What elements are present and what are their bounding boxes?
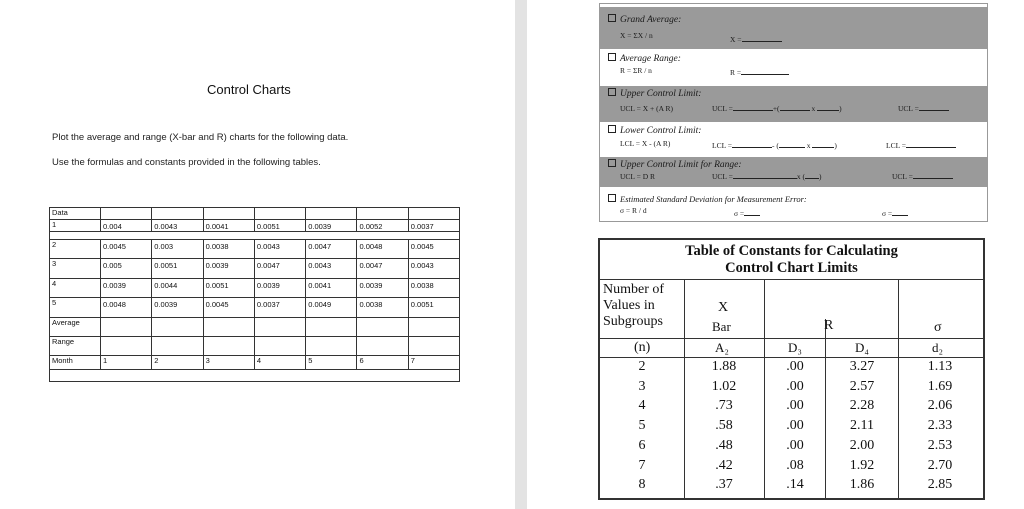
constants-n-cell: 7 bbox=[638, 457, 646, 473]
data-cell: 0.0047 bbox=[306, 240, 357, 259]
lcl-calc: LCL = - ( x ) bbox=[712, 141, 837, 150]
month-cell: 2 bbox=[152, 356, 203, 370]
subheader-d3: D₃ bbox=[788, 340, 802, 355]
constants-value-cell: 1.86 bbox=[849, 477, 875, 493]
data-cell: 0.0045 bbox=[203, 298, 254, 317]
month-cell: 1 bbox=[101, 356, 152, 370]
table-row bbox=[50, 278, 460, 297]
constants-value-cell: 1.02 bbox=[711, 378, 737, 394]
data-cell: 0.0038 bbox=[357, 298, 408, 317]
table-rule bbox=[600, 338, 983, 339]
constants-value-cell: 2.28 bbox=[849, 398, 875, 414]
ucl-range-formula: UCL = D R bbox=[620, 172, 655, 181]
col-header-subgroups: Number of Values in Subgroups bbox=[603, 282, 665, 329]
ucl-range-title: Upper Control Limit for Range: bbox=[608, 159, 742, 170]
data-cell: 0.0044 bbox=[152, 278, 203, 297]
month-cell: 5 bbox=[306, 356, 357, 370]
average-range-title: Average Range: bbox=[608, 53, 681, 64]
month-row bbox=[50, 356, 460, 370]
constants-value-cell: .00 bbox=[786, 398, 804, 414]
constants-value-cell: .00 bbox=[786, 437, 804, 453]
sigma-answer: σ = bbox=[882, 209, 908, 218]
constants-value-cell: .73 bbox=[715, 398, 733, 414]
col-header-r: R bbox=[824, 318, 834, 333]
data-cell: 0.004 bbox=[101, 220, 152, 232]
constants-value-cell: 3.27 bbox=[849, 359, 875, 374]
lcl-title: Lower Control Limit: bbox=[608, 125, 701, 136]
month-cell: 6 bbox=[357, 356, 408, 370]
data-cell: 0.0045 bbox=[101, 240, 152, 259]
ucl-answer: UCL = bbox=[898, 104, 949, 113]
page-title: Control Charts bbox=[207, 82, 291, 97]
subheader-d2: d₂ bbox=[932, 340, 944, 355]
grand-average-formula: X = ΣX / n bbox=[620, 31, 653, 40]
constants-value-cell: 1.92 bbox=[849, 457, 875, 473]
constants-value-cell: 1.69 bbox=[927, 378, 953, 394]
constants-n-cell: 5 bbox=[638, 418, 646, 434]
constants-value-cell: .42 bbox=[715, 457, 733, 473]
checkbox-icon bbox=[608, 53, 616, 61]
data-cell: 0.0037 bbox=[408, 220, 459, 232]
row-label: 5 bbox=[50, 298, 101, 317]
data-cell: 0.005 bbox=[101, 259, 152, 278]
range-label: Range bbox=[50, 336, 101, 355]
constants-n-cell: 4 bbox=[638, 398, 646, 414]
constants-table-title: Table of Constants for Calculating Control Chart Limits bbox=[685, 243, 898, 276]
data-cell: 0.0039 bbox=[357, 278, 408, 297]
data-cell: 0.0047 bbox=[357, 259, 408, 278]
data-cell: 0.0039 bbox=[152, 298, 203, 317]
checkbox-icon bbox=[608, 14, 616, 22]
row-label: 2 bbox=[50, 240, 101, 259]
subheader-a2: A₂ bbox=[715, 340, 729, 355]
table-row bbox=[50, 259, 460, 278]
constants-n-cell: 3 bbox=[638, 378, 646, 394]
data-cell: 0.0039 bbox=[306, 220, 357, 232]
formula-sheet bbox=[599, 3, 988, 222]
constants-value-cell: .37 bbox=[715, 477, 733, 493]
data-cell: 0.0037 bbox=[254, 298, 305, 317]
ucl-calc: UCL = +( x ) bbox=[712, 104, 842, 113]
constants-value-cell: 1.88 bbox=[711, 359, 737, 374]
constants-value-cell: .14 bbox=[786, 477, 804, 493]
row-label: 3 bbox=[50, 259, 101, 278]
average-label: Average bbox=[50, 317, 101, 336]
ucl-range-answer: UCL = bbox=[892, 172, 953, 181]
instruction-1: Plot the average and range (X-bar and R) charts for the following data. bbox=[52, 132, 349, 143]
subheader-n: (n) bbox=[634, 340, 651, 355]
constants-value-cell: .08 bbox=[786, 457, 804, 473]
range-row bbox=[50, 336, 460, 355]
checkbox-icon bbox=[608, 194, 616, 202]
data-table bbox=[49, 207, 460, 382]
table-rule bbox=[825, 319, 826, 498]
data-header-label: Data bbox=[50, 208, 101, 220]
col-header-xbar: X bbox=[718, 300, 729, 315]
data-cell: 0.0041 bbox=[203, 220, 254, 232]
ucl-range-calc: UCL = x ( ) bbox=[712, 172, 822, 181]
data-cell: 0.0039 bbox=[254, 278, 305, 297]
grand-average-title: Grand Average: bbox=[608, 14, 681, 25]
constants-n-cell: 6 bbox=[638, 437, 646, 453]
constants-n-cell: 2 bbox=[638, 359, 646, 374]
data-cell: 0.0045 bbox=[408, 240, 459, 259]
data-cell: 0.0051 bbox=[408, 298, 459, 317]
constants-value-cell: 2.57 bbox=[849, 378, 875, 394]
constants-value-cell: .58 bbox=[715, 418, 733, 434]
data-cell: 0.0038 bbox=[408, 278, 459, 297]
month-cell: 7 bbox=[408, 356, 459, 370]
ucl-title: Upper Control Limit: bbox=[608, 88, 701, 99]
table-row bbox=[50, 220, 460, 232]
month-cell: 3 bbox=[203, 356, 254, 370]
data-cell: 0.0039 bbox=[101, 278, 152, 297]
table-row bbox=[50, 298, 460, 317]
col-header-bar: Bar bbox=[712, 319, 731, 334]
constants-n-cell: 8 bbox=[638, 477, 646, 493]
data-cell: 0.0052 bbox=[357, 220, 408, 232]
constants-value-cell: 2.00 bbox=[849, 437, 875, 453]
col-header-sigma: σ bbox=[934, 320, 942, 335]
data-cell: 0.0038 bbox=[203, 240, 254, 259]
constants-value-cell: 2.33 bbox=[927, 418, 953, 434]
data-cell: 0.0043 bbox=[408, 259, 459, 278]
table-row bbox=[50, 240, 460, 259]
table-header-row bbox=[50, 208, 460, 220]
row-label: 1 bbox=[50, 220, 101, 232]
table-rule bbox=[600, 357, 983, 358]
grand-average-answer: X = bbox=[730, 35, 782, 44]
checkbox-icon bbox=[608, 125, 616, 133]
data-cell: 0.0049 bbox=[306, 298, 357, 317]
average-range-answer: R = bbox=[730, 68, 789, 77]
constants-value-cell: 2.85 bbox=[927, 477, 953, 493]
lcl-answer: LCL = bbox=[886, 141, 956, 150]
constants-value-cell: .00 bbox=[786, 418, 804, 434]
average-range-formula: R = ΣR / n bbox=[620, 66, 652, 75]
checkbox-icon bbox=[608, 88, 616, 96]
lcl-formula: LCL = X - (A R) bbox=[620, 139, 671, 148]
sigma-formula: σ = R / d bbox=[620, 206, 647, 215]
data-cell: 0.0048 bbox=[101, 298, 152, 317]
constants-value-cell: .48 bbox=[715, 437, 733, 453]
data-cell: 0.0047 bbox=[254, 259, 305, 278]
data-cell: 0.0051 bbox=[203, 278, 254, 297]
data-cell: 0.0039 bbox=[203, 259, 254, 278]
row-label: 4 bbox=[50, 278, 101, 297]
table-rule bbox=[898, 279, 899, 498]
table-rule bbox=[684, 279, 685, 498]
data-cell: 0.0048 bbox=[357, 240, 408, 259]
data-cell: 0.0043 bbox=[306, 259, 357, 278]
constants-value-cell: 2.11 bbox=[850, 418, 874, 434]
sigma-calc: σ = bbox=[734, 209, 760, 218]
data-cell: 0.0043 bbox=[254, 240, 305, 259]
page-gutter bbox=[515, 0, 527, 509]
month-label: Month bbox=[50, 356, 101, 370]
checkbox-icon bbox=[608, 159, 616, 167]
data-cell: 0.0043 bbox=[152, 220, 203, 232]
table-rule bbox=[600, 279, 983, 280]
constants-value-cell: 2.53 bbox=[927, 437, 953, 453]
constants-value-cell: .00 bbox=[786, 359, 804, 374]
month-cell: 4 bbox=[254, 356, 305, 370]
data-cell: 0.0051 bbox=[152, 259, 203, 278]
data-cell: 0.0041 bbox=[306, 278, 357, 297]
ucl-formula: UCL = X + (A R) bbox=[620, 104, 673, 113]
instruction-2: Use the formulas and constants provided in the following tables. bbox=[52, 157, 321, 168]
constants-value-cell: 2.70 bbox=[927, 457, 953, 473]
data-cell: 0.003 bbox=[152, 240, 203, 259]
subheader-d4: D₄ bbox=[855, 340, 869, 355]
average-row bbox=[50, 317, 460, 336]
constants-value-cell: 1.13 bbox=[927, 359, 953, 374]
constants-value-cell: 2.06 bbox=[927, 398, 953, 414]
constants-table bbox=[598, 238, 985, 500]
constants-value-cell: .00 bbox=[786, 378, 804, 394]
sigma-title: Estimated Standard Deviation for Measurement Error: bbox=[608, 194, 807, 204]
data-cell: 0.0051 bbox=[254, 220, 305, 232]
